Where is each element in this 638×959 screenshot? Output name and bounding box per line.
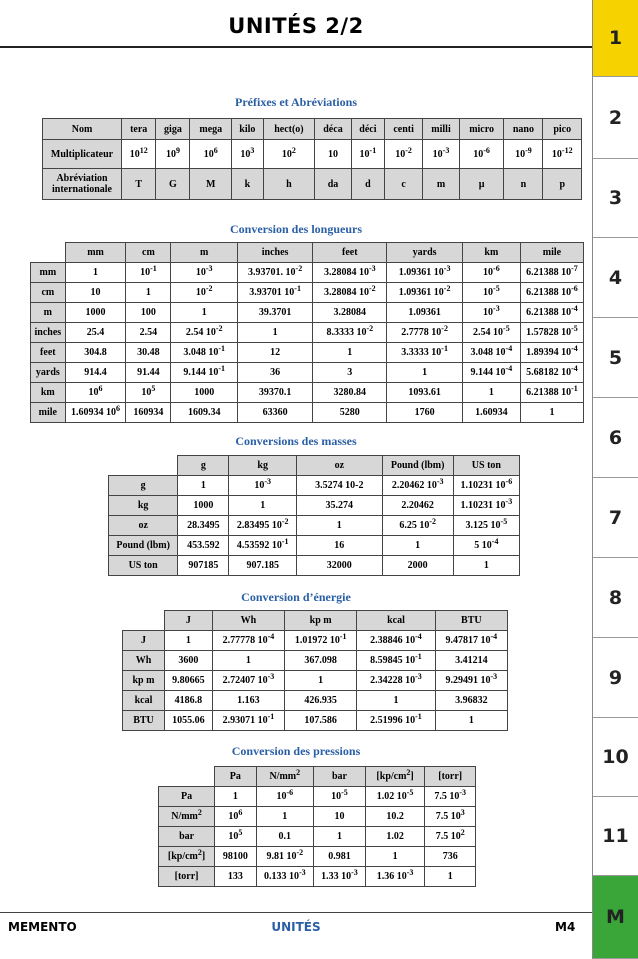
pressures-row bbox=[159, 847, 476, 867]
lengths-row-header: m bbox=[31, 303, 66, 323]
lengths-cell: 3.28084 $10^{-2}$ bbox=[313, 283, 387, 303]
pressures-row-header: $N/mm^2$ bbox=[159, 807, 215, 827]
energy-cell: 3.41214 bbox=[435, 651, 507, 671]
lengths-cell: $10^{-6}$ bbox=[462, 263, 520, 283]
lengths-title: Conversion des longueurs bbox=[229, 222, 363, 236]
lengths-cell: $10^{-3}$ bbox=[171, 263, 238, 283]
lengths-cell: 3.93701 $10^{-1}$ bbox=[238, 283, 313, 303]
prefixes-cell: pico bbox=[543, 119, 582, 140]
lengths-row bbox=[31, 343, 584, 363]
masses-cell: 5 $10^{-4}$ bbox=[453, 536, 519, 556]
lengths-cell: 100 bbox=[126, 303, 171, 323]
lengths-cell: 6.21388 $10^{-7}$ bbox=[520, 263, 583, 283]
lengths-cell: 6.21388 $10^{-4}$ bbox=[520, 303, 583, 323]
masses-cell: 2.83495 $10^{-2}$ bbox=[229, 516, 297, 536]
masses-cell: 2.20462 bbox=[382, 496, 453, 516]
tab-8[interactable]: 8 bbox=[593, 558, 638, 638]
lengths-cell: 1 bbox=[126, 283, 171, 303]
pressures-cell: 1 bbox=[365, 847, 425, 867]
masses-cell: 2.20462 $10^{-3}$ bbox=[382, 476, 453, 496]
masses-col-header: Pound (lbm) bbox=[382, 456, 453, 476]
prefixes-cell: kilo bbox=[232, 119, 264, 140]
tab-11[interactable]: 11 bbox=[593, 797, 638, 876]
lengths-cell: $10^{-5}$ bbox=[462, 283, 520, 303]
prefixes-cell: $10^2$ bbox=[263, 140, 315, 169]
pressures-col-header: bar bbox=[314, 767, 366, 787]
masses-col-header: oz bbox=[297, 456, 382, 476]
energy-cell: 4186.8 bbox=[164, 691, 212, 711]
lengths-cell: 5280 bbox=[313, 403, 387, 423]
pressures-cell: 1 bbox=[256, 807, 314, 827]
lengths-col-header: mile bbox=[520, 243, 583, 263]
pressures-cell: 0.1 bbox=[256, 827, 314, 847]
pressures-row bbox=[159, 807, 476, 827]
masses-row-header: oz bbox=[109, 516, 178, 536]
tab-6[interactable]: 6 bbox=[593, 398, 638, 478]
lengths-row-header: cm bbox=[31, 283, 66, 303]
tab-m[interactable]: M bbox=[593, 876, 638, 959]
masses-cell: 4.53592 $10^{-1}$ bbox=[229, 536, 297, 556]
lengths-cell: 1 bbox=[313, 343, 387, 363]
lengths-row bbox=[31, 263, 584, 283]
pressures-cell: 0.133 $10^{-3}$ bbox=[256, 867, 314, 887]
lengths-cell: 1760 bbox=[387, 403, 462, 423]
masses-cell: 6.25 $10^{-2}$ bbox=[382, 516, 453, 536]
masses-col-header: g bbox=[178, 456, 229, 476]
masses-table bbox=[108, 455, 520, 576]
pressures-corner bbox=[159, 767, 215, 787]
lengths-cell: 1.60934 $10^6$ bbox=[65, 403, 126, 423]
tab-1[interactable]: 1 bbox=[593, 0, 638, 77]
lengths-cell: 1000 bbox=[65, 303, 126, 323]
masses-header-row bbox=[109, 456, 520, 476]
prefixes-cell: $10^9$ bbox=[156, 140, 190, 169]
chapter-tabs bbox=[592, 0, 638, 959]
lengths-cell: 2.54 $10^{-2}$ bbox=[171, 323, 238, 343]
lengths-cell: 3 bbox=[313, 363, 387, 383]
pressures-cell: 10 bbox=[314, 807, 366, 827]
lengths-cell: 1.09361 bbox=[387, 303, 462, 323]
masses-cell: 1 bbox=[453, 556, 519, 576]
lengths-cell: 8.3333 $10^{-2}$ bbox=[313, 323, 387, 343]
prefixes-cell: 10 bbox=[315, 140, 352, 169]
pressures-col-header: $[kp/cm^2]$ bbox=[365, 767, 425, 787]
lengths-col-header: km bbox=[462, 243, 520, 263]
pressures-cell: 1.36 $10^{-3}$ bbox=[365, 867, 425, 887]
lengths-row-header: yards bbox=[31, 363, 66, 383]
lengths-cell: 36 bbox=[238, 363, 313, 383]
energy-cell: 3.96832 bbox=[435, 691, 507, 711]
pressures-cell: 1.02 $10^{-5}$ bbox=[365, 787, 425, 807]
lengths-cell: 3.048 $10^{-4}$ bbox=[462, 343, 520, 363]
masses-cell: 1 bbox=[178, 476, 229, 496]
energy-row-header: kcal bbox=[123, 691, 165, 711]
lengths-cell: 1.57828 $10^{-5}$ bbox=[520, 323, 583, 343]
pressures-cell: 1 bbox=[425, 867, 476, 887]
energy-row bbox=[123, 671, 508, 691]
prefixes-cell: d bbox=[351, 169, 384, 200]
pressures-cell: 1.33 $10^{-3}$ bbox=[314, 867, 366, 887]
prefixes-cell: micro bbox=[459, 119, 504, 140]
pressures-cell: 9.81 $10^{-2}$ bbox=[256, 847, 314, 867]
footer-divider bbox=[0, 912, 592, 913]
pressures-col-header: Pa bbox=[215, 767, 256, 787]
masses-cell: 1 bbox=[297, 516, 382, 536]
prefixes-cell: $10^{-1}$ bbox=[351, 140, 384, 169]
prefixes-cell: µ bbox=[459, 169, 504, 200]
lengths-cell: 25.4 bbox=[65, 323, 126, 343]
energy-row-header: J bbox=[123, 631, 165, 651]
prefixes-cell: m bbox=[423, 169, 460, 200]
pressures-cell: 7.5 $10^3$ bbox=[425, 807, 476, 827]
prefixes-cell: déca bbox=[315, 119, 352, 140]
pressures-title: Conversion des pressions bbox=[231, 744, 361, 758]
masses-title: Conversions des masses bbox=[235, 434, 357, 448]
prefixes-cell: hect(o) bbox=[263, 119, 315, 140]
masses-row bbox=[109, 536, 520, 556]
masses-cell: 3.5274 10-2 bbox=[297, 476, 382, 496]
prefixes-row bbox=[43, 119, 582, 140]
lengths-col-header: feet bbox=[313, 243, 387, 263]
prefixes-cell: $10^6$ bbox=[190, 140, 232, 169]
tab-5[interactable]: 5 bbox=[593, 318, 638, 398]
lengths-cell: 9.144 $10^{-4}$ bbox=[462, 363, 520, 383]
lengths-col-header: m bbox=[171, 243, 238, 263]
lengths-row-header: mile bbox=[31, 403, 66, 423]
pressures-header-row bbox=[159, 767, 476, 787]
pressures-row-header: Pa bbox=[159, 787, 215, 807]
lengths-cell: 1000 bbox=[171, 383, 238, 403]
masses-cell: 1 bbox=[382, 536, 453, 556]
lengths-cell: $10^{-2}$ bbox=[171, 283, 238, 303]
tab-10[interactable]: 10 bbox=[593, 718, 638, 797]
energy-cell: 1055.06 bbox=[164, 711, 212, 731]
energy-row bbox=[123, 651, 508, 671]
lengths-table bbox=[30, 242, 584, 423]
prefixes-title: Préfixes et Abréviations bbox=[235, 95, 357, 109]
energy-row-header: BTU bbox=[123, 711, 165, 731]
prefixes-cell: c bbox=[385, 169, 423, 200]
tab-9[interactable]: 9 bbox=[593, 638, 638, 718]
energy-cell: 1 bbox=[285, 671, 357, 691]
energy-cell: 2.34228 $10^{-3}$ bbox=[357, 671, 435, 691]
prefixes-row-header: Abréviation internationale bbox=[43, 169, 122, 200]
energy-cell: 1 bbox=[212, 651, 284, 671]
masses-row-header: US ton bbox=[109, 556, 178, 576]
prefixes-cell: $10^{-2}$ bbox=[385, 140, 423, 169]
energy-cell: 1.163 bbox=[212, 691, 284, 711]
lengths-row-header: feet bbox=[31, 343, 66, 363]
energy-cell: 2.38846 $10^{-4}$ bbox=[357, 631, 435, 651]
lengths-cell: 2.54 $10^{-5}$ bbox=[462, 323, 520, 343]
pressures-cell: $10^{-6}$ bbox=[256, 787, 314, 807]
masses-row-header: kg bbox=[109, 496, 178, 516]
pressures-row-header: $[kp/cm^2]$ bbox=[159, 847, 215, 867]
lengths-cell: $10^5$ bbox=[126, 383, 171, 403]
masses-cell: 3.125 $10^{-5}$ bbox=[453, 516, 519, 536]
energy-cell: 9.47817 $10^{-4}$ bbox=[435, 631, 507, 651]
lengths-cell: $10^{-1}$ bbox=[126, 263, 171, 283]
prefixes-cell: $10^{-6}$ bbox=[459, 140, 504, 169]
masses-cell: 32000 bbox=[297, 556, 382, 576]
masses-cell: 2000 bbox=[382, 556, 453, 576]
lengths-cell: 1 bbox=[238, 323, 313, 343]
prefixes-cell: $10^{-12}$ bbox=[543, 140, 582, 169]
prefixes-cell: $10^{-9}$ bbox=[504, 140, 543, 169]
energy-cell: 367.098 bbox=[285, 651, 357, 671]
lengths-header-row bbox=[31, 243, 584, 263]
lengths-col-header: inches bbox=[238, 243, 313, 263]
prefixes-cell: centi bbox=[385, 119, 423, 140]
lengths-cell: 3.3333 $10^{-1}$ bbox=[387, 343, 462, 363]
masses-cell: 1.10231 $10^{-6}$ bbox=[453, 476, 519, 496]
prefixes-cell: mega bbox=[190, 119, 232, 140]
masses-cell: 28.3495 bbox=[178, 516, 229, 536]
lengths-cell: 3.93701. $10^{-2}$ bbox=[238, 263, 313, 283]
lengths-cell: $10^6$ bbox=[65, 383, 126, 403]
lengths-cell: 39.3701 bbox=[238, 303, 313, 323]
lengths-col-header: yards bbox=[387, 243, 462, 263]
masses-row-header: Pound (lbm) bbox=[109, 536, 178, 556]
lengths-cell: 30.48 bbox=[126, 343, 171, 363]
prefixes-row-header: Nom bbox=[43, 119, 122, 140]
prefixes-cell: n bbox=[504, 169, 543, 200]
lengths-corner bbox=[31, 243, 66, 263]
lengths-cell: 3.28084 $10^{-3}$ bbox=[313, 263, 387, 283]
lengths-cell: 91.44 bbox=[126, 363, 171, 383]
energy-cell: 1 bbox=[435, 711, 507, 731]
masses-cell: 1.10231 $10^{-3}$ bbox=[453, 496, 519, 516]
pressures-cell: 1 bbox=[215, 787, 256, 807]
prefixes-cell: $10^{12}$ bbox=[122, 140, 156, 169]
masses-row bbox=[109, 516, 520, 536]
pressures-row bbox=[159, 867, 476, 887]
pressures-cell: $10^{-5}$ bbox=[314, 787, 366, 807]
lengths-cell: 3280.84 bbox=[313, 383, 387, 403]
energy-col-header: J bbox=[164, 611, 212, 631]
lengths-cell: 9.144 $10^{-1}$ bbox=[171, 363, 238, 383]
lengths-cell: 2.7778 $10^{-2}$ bbox=[387, 323, 462, 343]
lengths-row bbox=[31, 323, 584, 343]
masses-col-header: US ton bbox=[453, 456, 519, 476]
masses-row bbox=[109, 496, 520, 516]
lengths-cell: 1 bbox=[65, 263, 126, 283]
lengths-col-header: mm bbox=[65, 243, 126, 263]
pressures-cell: 1 bbox=[314, 827, 366, 847]
energy-col-header: BTU bbox=[435, 611, 507, 631]
lengths-row-header: inches bbox=[31, 323, 66, 343]
lengths-row bbox=[31, 403, 584, 423]
footer-left: MEMENTO bbox=[8, 920, 77, 934]
lengths-cell: 1.09361 $10^{-3}$ bbox=[387, 263, 462, 283]
pressures-cell: 7.5 $10^{-3}$ bbox=[425, 787, 476, 807]
pressures-cell: $10^5$ bbox=[215, 827, 256, 847]
lengths-cell: 1 bbox=[171, 303, 238, 323]
energy-cell: 2.77778 $10^{-4}$ bbox=[212, 631, 284, 651]
masses-cell: 453.592 bbox=[178, 536, 229, 556]
masses-cell: 1000 bbox=[178, 496, 229, 516]
energy-cell: 2.51996 $10^{-1}$ bbox=[357, 711, 435, 731]
lengths-cell: 1.89394 $10^{-4}$ bbox=[520, 343, 583, 363]
lengths-cell: 10 bbox=[65, 283, 126, 303]
lengths-cell: 3.048 $10^{-1}$ bbox=[171, 343, 238, 363]
prefixes-row-header: Multiplicateur bbox=[43, 140, 122, 169]
lengths-cell: 6.21388 $10^{-6}$ bbox=[520, 283, 583, 303]
prefixes-table bbox=[42, 118, 582, 200]
energy-cell: 426.935 bbox=[285, 691, 357, 711]
lengths-col-header: cm bbox=[126, 243, 171, 263]
energy-cell: 107.586 bbox=[285, 711, 357, 731]
pressures-cell: $10^6$ bbox=[215, 807, 256, 827]
pressures-col-header: $N/mm^2$ bbox=[256, 767, 314, 787]
pressures-row-header: [torr] bbox=[159, 867, 215, 887]
prefixes-cell: G bbox=[156, 169, 190, 200]
masses-col-header: kg bbox=[229, 456, 297, 476]
prefixes-row bbox=[43, 169, 582, 200]
tab-2[interactable]: 2 bbox=[593, 77, 638, 159]
lengths-cell: 6.21388 $10^{-1}$ bbox=[520, 383, 583, 403]
prefixes-cell: $10^{-3}$ bbox=[423, 140, 460, 169]
masses-row bbox=[109, 476, 520, 496]
lengths-row-header: km bbox=[31, 383, 66, 403]
prefixes-cell: tera bbox=[122, 119, 156, 140]
pressures-col-header: [torr] bbox=[425, 767, 476, 787]
pressures-row-header: bar bbox=[159, 827, 215, 847]
prefixes-cell: milli bbox=[423, 119, 460, 140]
energy-row bbox=[123, 711, 508, 731]
tab-7[interactable]: 7 bbox=[593, 478, 638, 558]
masses-cell: 1 bbox=[229, 496, 297, 516]
masses-cell: $10^{-3}$ bbox=[229, 476, 297, 496]
energy-cell: 1 bbox=[164, 631, 212, 651]
lengths-cell: 1 bbox=[462, 383, 520, 403]
prefixes-row bbox=[43, 140, 582, 169]
pressures-cell: 0.981 bbox=[314, 847, 366, 867]
prefixes-cell: M bbox=[190, 169, 232, 200]
lengths-cell: $10^{-3}$ bbox=[462, 303, 520, 323]
prefixes-cell: nano bbox=[504, 119, 543, 140]
energy-cell: 2.72407 $10^{-3}$ bbox=[212, 671, 284, 691]
prefixes-cell: T bbox=[122, 169, 156, 200]
lengths-cell: 1609.34 bbox=[171, 403, 238, 423]
lengths-row bbox=[31, 363, 584, 383]
energy-row-header: Wh bbox=[123, 651, 165, 671]
lengths-row bbox=[31, 303, 584, 323]
masses-cell: 907.185 bbox=[229, 556, 297, 576]
lengths-cell: 304.8 bbox=[65, 343, 126, 363]
pressures-cell: 1.02 bbox=[365, 827, 425, 847]
prefixes-cell: $10^3$ bbox=[232, 140, 264, 169]
lengths-row bbox=[31, 383, 584, 403]
lengths-cell: 160934 bbox=[126, 403, 171, 423]
lengths-cell: 1.09361 $10^{-2}$ bbox=[387, 283, 462, 303]
energy-cell: 8.59845 $10^{-1}$ bbox=[357, 651, 435, 671]
prefixes-cell: k bbox=[232, 169, 264, 200]
masses-cell: 16 bbox=[297, 536, 382, 556]
pressures-row bbox=[159, 827, 476, 847]
energy-cell: 2.93071 $10^{-1}$ bbox=[212, 711, 284, 731]
masses-cell: 35.274 bbox=[297, 496, 382, 516]
footer-page: M4 bbox=[555, 920, 576, 934]
energy-col-header: kcal bbox=[357, 611, 435, 631]
lengths-cell: 39370.1 bbox=[238, 383, 313, 403]
lengths-cell: 1093.61 bbox=[387, 383, 462, 403]
lengths-cell: 12 bbox=[238, 343, 313, 363]
prefixes-cell: da bbox=[315, 169, 352, 200]
lengths-cell: 3.28084 bbox=[313, 303, 387, 323]
prefixes-cell: giga bbox=[156, 119, 190, 140]
pressures-cell: 736 bbox=[425, 847, 476, 867]
energy-corner bbox=[123, 611, 165, 631]
masses-corner bbox=[109, 456, 178, 476]
energy-col-header: kp m bbox=[285, 611, 357, 631]
masses-row bbox=[109, 556, 520, 576]
pressures-cell: 7.5 $10^2$ bbox=[425, 827, 476, 847]
prefixes-cell: p bbox=[543, 169, 582, 200]
lengths-cell: 5.68182 $10^{-4}$ bbox=[520, 363, 583, 383]
energy-col-header: Wh bbox=[212, 611, 284, 631]
pressures-cell: 133 bbox=[215, 867, 256, 887]
pressures-table bbox=[158, 766, 476, 887]
lengths-cell: 1.60934 bbox=[462, 403, 520, 423]
energy-cell: 9.29491 $10^{-3}$ bbox=[435, 671, 507, 691]
tab-3[interactable]: 3 bbox=[593, 159, 638, 238]
energy-row bbox=[123, 631, 508, 651]
lengths-row-header: mm bbox=[31, 263, 66, 283]
masses-row-header: g bbox=[109, 476, 178, 496]
pressures-cell: 98100 bbox=[215, 847, 256, 867]
lengths-cell: 2.54 bbox=[126, 323, 171, 343]
energy-cell: 1.01972 $10^{-1}$ bbox=[285, 631, 357, 651]
masses-cell: 907185 bbox=[178, 556, 229, 576]
energy-header-row bbox=[123, 611, 508, 631]
energy-title: Conversion d’énergie bbox=[241, 590, 351, 604]
energy-row-header: kp m bbox=[123, 671, 165, 691]
footer-center: UNITÉS bbox=[271, 920, 321, 934]
header-divider bbox=[0, 46, 592, 48]
energy-cell: 1 bbox=[357, 691, 435, 711]
energy-cell: 9.80665 bbox=[164, 671, 212, 691]
pressures-cell: 10.2 bbox=[365, 807, 425, 827]
prefixes-cell: déci bbox=[351, 119, 384, 140]
page-title: UNITÉS 2/2 bbox=[228, 14, 364, 38]
lengths-cell: 914.4 bbox=[65, 363, 126, 383]
lengths-cell: 1 bbox=[387, 363, 462, 383]
tab-4[interactable]: 4 bbox=[593, 238, 638, 318]
lengths-cell: 1 bbox=[520, 403, 583, 423]
energy-table bbox=[122, 610, 508, 731]
energy-cell: 3600 bbox=[164, 651, 212, 671]
pressures-row bbox=[159, 787, 476, 807]
prefixes-cell: h bbox=[263, 169, 315, 200]
energy-row bbox=[123, 691, 508, 711]
lengths-row bbox=[31, 283, 584, 303]
lengths-cell: 63360 bbox=[238, 403, 313, 423]
